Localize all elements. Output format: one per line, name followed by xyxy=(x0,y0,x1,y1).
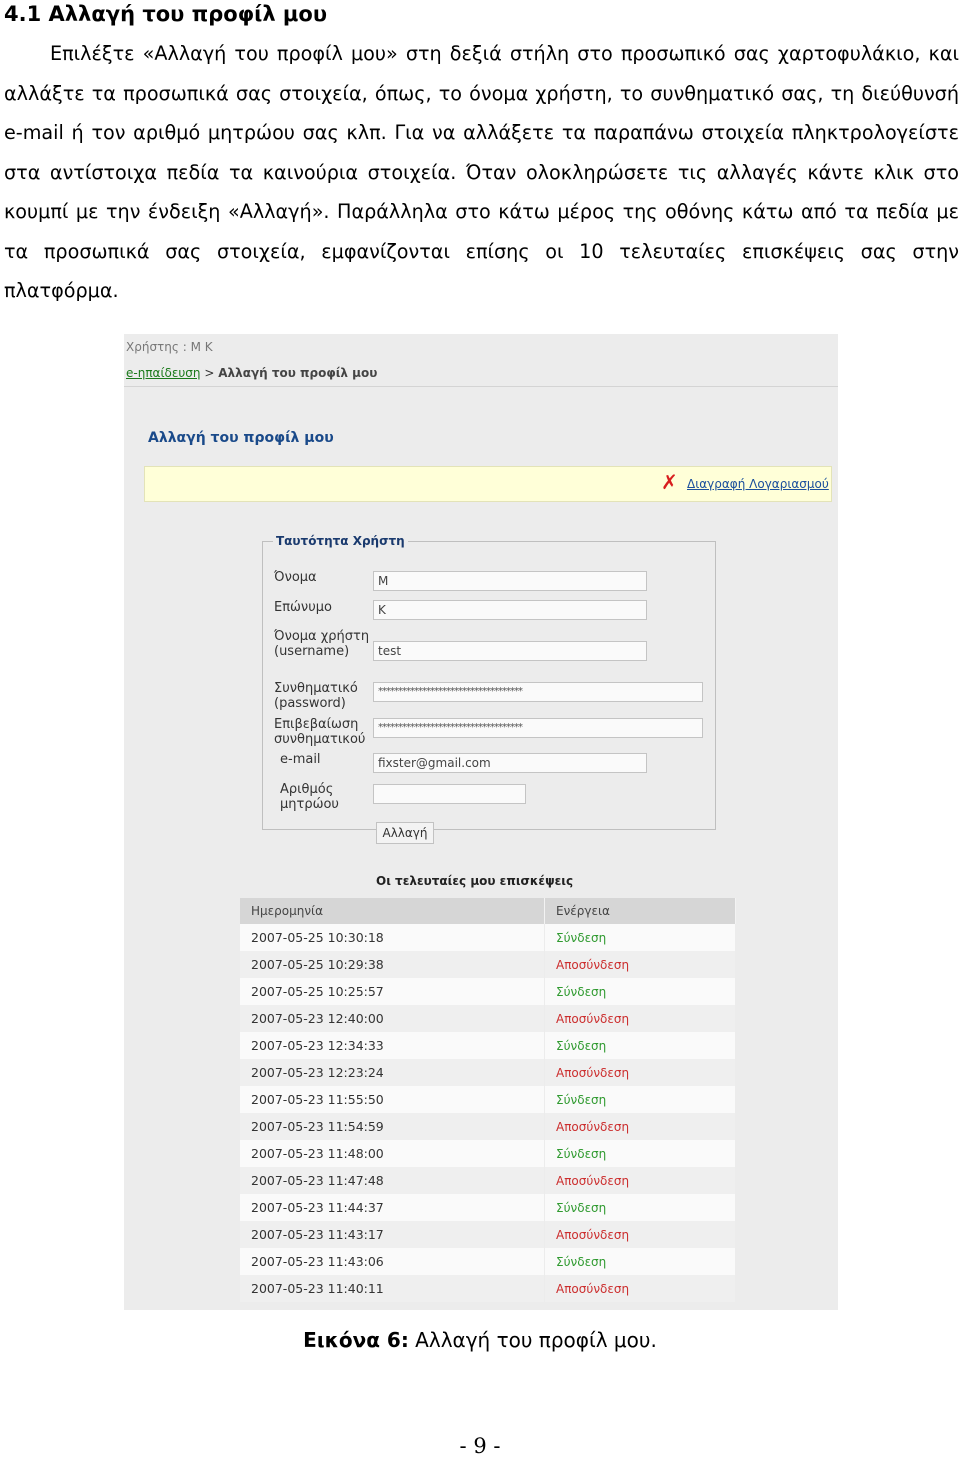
section-paragraph: Επιλέξτε «Αλλαγή του προφίλ μου» στη δεξιά στήλη στο προσωπικό σας χαρτοφυλάκιο, και αλλάξτε τα προσωπικά σας στοιχεία, όπως, το όνομα χρήστη, το συνθηματικό σας, τη διεύθυνσή e-mail ή τον αριθμό μητρώου σας κλπ. Για να αλλάξετε τα παραπάνω στοιχεία πληκτρολογείστε στα αντίστοιχα πεδία τα καινούρια στοιχεία. Όταν ολοκληρώσετε τις αλλαγές κάντε κλικ στο κουμπί με την ένδειξη «Αλλαγή». Παράλληλα στο κάτω μέρος της οθόνης κάτω από τα πεδία με τα προσωπικά σας στοιχεία, εμφανίζονται επίσης οι 10 τελευταίες επισκέψεις σας στην πλατφόρμα. xyxy=(4,42,959,302)
visit-date: 2007-05-23 11:40:11 xyxy=(240,1275,545,1302)
password-label: Συνθηματικό (password) xyxy=(274,681,358,711)
table-row xyxy=(240,1113,736,1140)
user-indicator: Χρήστης : M K xyxy=(126,340,213,354)
first-name-field[interactable]: M xyxy=(373,571,647,591)
breadcrumb-home-link[interactable]: e-ηπαίδευση xyxy=(126,366,201,380)
table-row xyxy=(240,978,736,1005)
visit-date: 2007-05-25 10:30:18 xyxy=(240,924,545,951)
password-field[interactable]: ************************************ xyxy=(373,682,703,702)
account-notice-bar xyxy=(144,466,832,502)
visit-date: 2007-05-23 11:43:17 xyxy=(240,1221,545,1248)
visit-date: 2007-05-25 10:29:38 xyxy=(240,951,545,978)
visit-action: Σύνδεση xyxy=(545,1140,736,1167)
visit-action: Σύνδεση xyxy=(545,924,736,951)
table-row xyxy=(240,1140,736,1167)
password-confirm-field[interactable]: ************************************ xyxy=(373,718,703,738)
breadcrumb-current: Αλλαγή του προφίλ μου xyxy=(218,366,378,380)
visit-action: Σύνδεση xyxy=(545,1194,736,1221)
section-heading: 4.1 Αλλαγή του προφίλ μου xyxy=(4,2,327,26)
visit-date: 2007-05-23 11:55:50 xyxy=(240,1086,545,1113)
action-column-header: Ενέργεια xyxy=(545,898,736,924)
visit-action: Αποσύνδεση xyxy=(545,1167,736,1194)
caption-text: Αλλαγή του προφίλ μου. xyxy=(408,1328,657,1352)
visit-date: 2007-05-25 10:25:57 xyxy=(240,978,545,1005)
page-title: Αλλαγή του προφίλ μου xyxy=(148,430,334,446)
visit-action: Σύνδεση xyxy=(545,1086,736,1113)
table-row xyxy=(240,951,736,978)
table-row xyxy=(240,1005,736,1032)
caption-label: Εικόνα 6: xyxy=(303,1328,409,1352)
header-divider xyxy=(124,386,838,387)
table-row xyxy=(240,1167,736,1194)
visit-date: 2007-05-23 11:44:37 xyxy=(240,1194,545,1221)
breadcrumb xyxy=(126,366,377,380)
last-name-field[interactable]: K xyxy=(373,600,647,620)
fieldset-legend: Ταυτότητα Χρήστη xyxy=(276,534,405,548)
visits-title: Οι τελευταίες μου επισκέψεις xyxy=(376,874,574,888)
username-field[interactable]: test xyxy=(373,641,647,661)
registry-number-field[interactable] xyxy=(373,784,526,804)
visit-action: Αποσύνδεση xyxy=(545,1221,736,1248)
visit-action: Αποσύνδεση xyxy=(545,1059,736,1086)
visit-action: Σύνδεση xyxy=(545,1248,736,1275)
table-row xyxy=(240,1059,736,1086)
figure-caption xyxy=(0,1328,960,1352)
table-row xyxy=(240,1275,736,1302)
visit-action: Αποσύνδεση xyxy=(545,1005,736,1032)
visit-action: Αποσύνδεση xyxy=(545,1113,736,1140)
table-row xyxy=(240,1086,736,1113)
registry-number-label: Αριθμός μητρώου xyxy=(280,782,339,812)
change-button[interactable]: Αλλαγή xyxy=(376,822,434,844)
visit-date: 2007-05-23 12:40:00 xyxy=(240,1005,545,1032)
last-name-label: Επώνυμο xyxy=(274,600,332,615)
email-label: e-mail xyxy=(280,752,321,767)
table-row xyxy=(240,1194,736,1221)
visit-date: 2007-05-23 12:34:33 xyxy=(240,1032,545,1059)
visit-date: 2007-05-23 11:43:06 xyxy=(240,1248,545,1275)
visit-date: 2007-05-23 12:23:24 xyxy=(240,1059,545,1086)
delete-account-link[interactable]: Διαγραφή Λογαριασμού xyxy=(687,477,829,491)
table-row xyxy=(240,1248,736,1275)
page-number: - 9 - xyxy=(459,1434,501,1458)
visits-table xyxy=(240,898,736,1302)
visit-date: 2007-05-23 11:48:00 xyxy=(240,1140,545,1167)
visit-action: Αποσύνδεση xyxy=(545,1275,736,1302)
date-column-header: Ημερομηνία xyxy=(240,898,545,924)
password-confirm-label: Επιβεβαίωση συνθηματικού xyxy=(274,717,366,747)
profile-screenshot xyxy=(124,334,838,1310)
table-row xyxy=(240,1032,736,1059)
delete-x-icon[interactable]: ✗ xyxy=(661,470,678,494)
visit-date: 2007-05-23 11:54:59 xyxy=(240,1113,545,1140)
username-label: Όνομα χρήστη (username) xyxy=(274,629,370,659)
breadcrumb-separator: > xyxy=(204,366,215,380)
table-row xyxy=(240,1221,736,1248)
table-row xyxy=(240,924,736,951)
email-field[interactable]: fixster@gmail.com xyxy=(373,753,647,773)
visit-action: Σύνδεση xyxy=(545,978,736,1005)
visit-date: 2007-05-23 11:47:48 xyxy=(240,1167,545,1194)
visit-action: Σύνδεση xyxy=(545,1032,736,1059)
first-name-label: Όνομα xyxy=(274,570,317,585)
visit-action: Αποσύνδεση xyxy=(545,951,736,978)
